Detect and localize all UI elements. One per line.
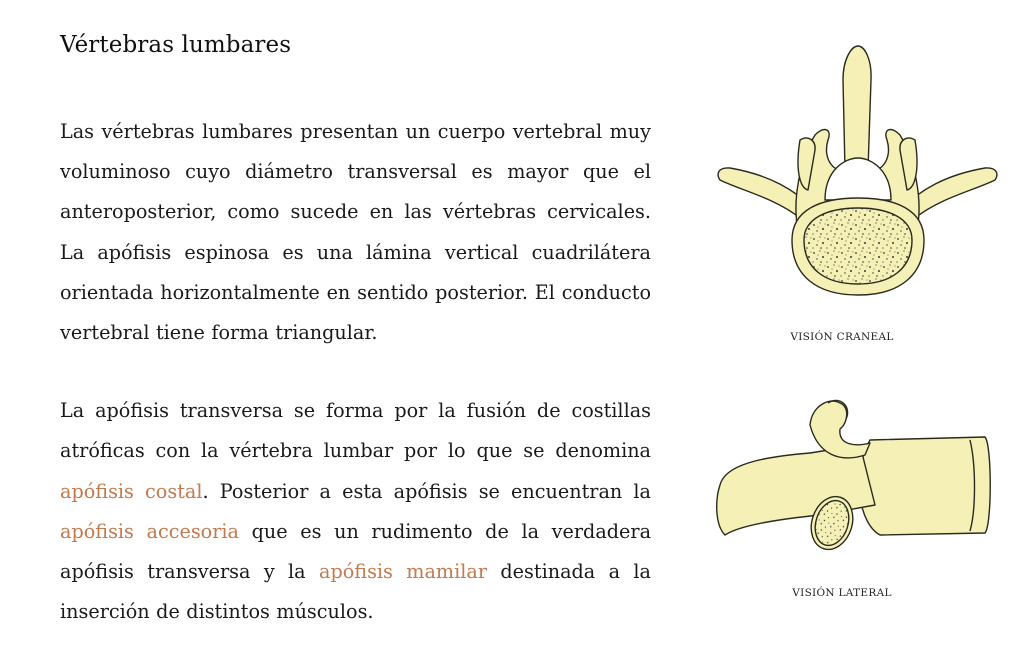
figure-cranial-view [700,40,1020,350]
paragraph-transverse-process [60,391,651,632]
term-apofisis-costal[interactable]: apófisis costal [60,479,203,503]
text-column [60,112,651,632]
paragraph-lumbar-description: Las vértebras lumbares presentan un cuerpo vertebral muy voluminoso cuyo diámetro transversal es mayor que el anteroposterior, como sucede en las vértebras cervicales. La apófisis espinosa es una lámina vertical cuadrilátera orientada horizontalmente en sentido posterior. El conducto vertebral tiene forma triangular. [60,120,651,345]
caption-cranial-view: VISIÓN CRANEAL [790,331,894,343]
caption-lateral-view: VISIÓN LATERAL [792,587,892,599]
paragraph-text-segment: que es un rudimento de la verdadera apófisis transversa y la [60,519,652,584]
term-apofisis-accesoria[interactable]: apófisis accesoria [60,519,239,543]
figure-lateral-view [700,385,1020,615]
term-apofisis-mamilar[interactable]: apófisis mamilar [319,560,487,584]
vertebra-cranial-illustration [700,40,1020,330]
paragraph-text-segment: La apófisis transversa se forma por la fusión de costillas atróficas con la vértebra lumbar por lo que se denomina [60,399,651,463]
page-title: Vértebras lumbares [60,32,292,58]
vertebra-lateral-illustration [700,385,1020,585]
paragraph-text-segment: destinada a la inserción de distintos músculos. [60,560,651,624]
paragraph-text-segment: . Posterior a esta apófisis se encuentran la [202,479,651,503]
